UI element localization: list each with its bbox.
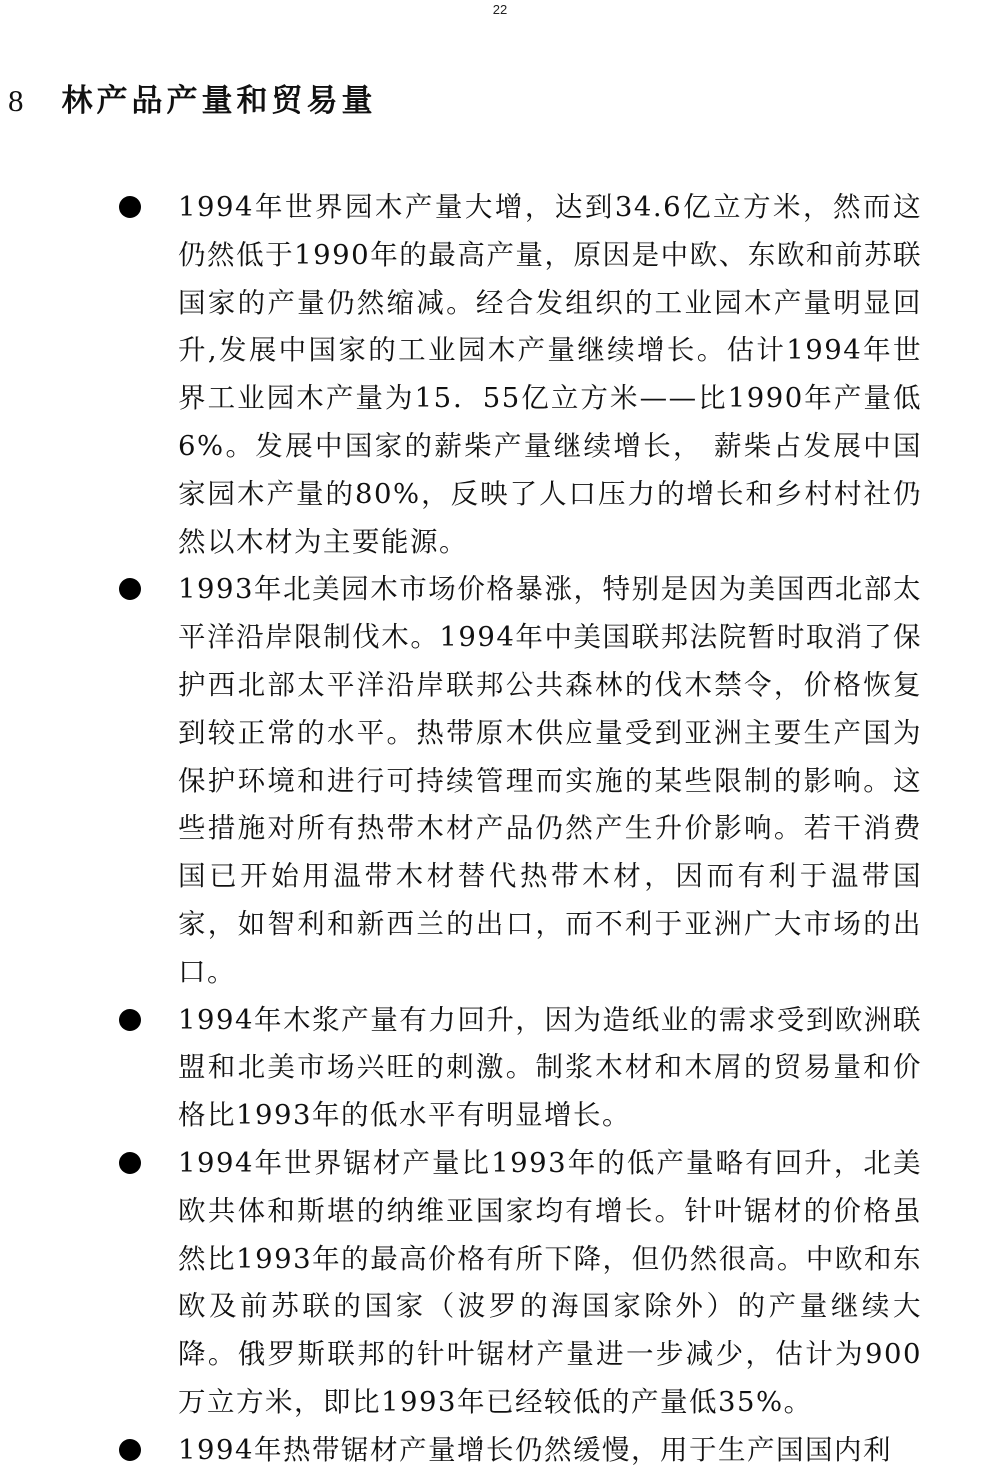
- paragraph-text: 1993年北美园木市场价格暴涨，特别是因为美国西北部太平洋沿岸限制伐木。1994年中美国联邦法院暂时取消了保护西北部太平洋沿岸联邦公共森林的伐木禁令，价格恢复到较正常的水平。热带原木供应量受到亚洲主要生产国为保护环境和进行可持续管理而实施的某些限制的影响。这些措施对所有热带木材产品仍然产生升价影响。若干消费国已开始用温带木材替代热带木材，因而有利于温带国家，如智利和新西兰的出口，而不利于亚洲广大市场的出口。: [178, 573, 922, 988]
- paragraph-text: 1994年世界园木产量大增，达到34.6亿立方米，然而这仍然低于1990年的最高产量，原因是中欧、东欧和前苏联国家的产量仍然缩减。经合发组织的工业园木产量明显回升,发展中国家的工业园木产量继续增长。估计1994年世界工业园木产量为15．55亿立方米——比1990年产量低6%。发展中国家的薪柴产量继续增长， 薪柴占发展中国家园木产量的80%，反映了人口压力的增长和乡村村社仍然以木材为主要能源。: [178, 191, 922, 558]
- paragraph-text: 1994年世界锯材产量比1993年的低产量略有回升，北美欧共体和斯堪的纳维亚国家均有增长。针叶锯材的价格虽然比1993年的最高价格有所下降，但仍然很高。中欧和东欧及前苏联的国家（波罗的海国家除外）的产量继续大降。俄罗斯联邦的针叶锯材产量进一步减少，估计为900万立方米，即比1993年已经较低的产量低35%。: [178, 1146, 922, 1418]
- paragraph-text: 1994年热带锯材产量增长仍然缓慢，用于生产国国内利: [178, 1433, 892, 1466]
- section-number: 8: [8, 83, 28, 118]
- bullet-dot-icon: [119, 1439, 141, 1461]
- paragraph-text: 1994年木浆产量有力回升，因为造纸业的需求受到欧洲联盟和北美市场兴旺的刺激。制浆木材和木屑的贸易量和价格比1993年的低水平有明显增长。: [178, 1003, 922, 1132]
- bullet-dot-icon: [119, 196, 141, 218]
- bullet-item: [178, 184, 922, 566]
- bullet-item: [178, 1427, 922, 1475]
- bullet-list: [178, 184, 922, 1475]
- bullet-item: [178, 566, 922, 996]
- bullet-dot-icon: [119, 1009, 141, 1031]
- bullet-dot-icon: [119, 578, 141, 600]
- bullet-dot-icon: [119, 1152, 141, 1174]
- page-number: 22: [492, 2, 508, 17]
- bullet-item: [178, 997, 922, 1140]
- section-title: 林产品产量和贸易量: [61, 83, 377, 119]
- bullet-item: [178, 1140, 922, 1427]
- section-heading: [8, 82, 377, 120]
